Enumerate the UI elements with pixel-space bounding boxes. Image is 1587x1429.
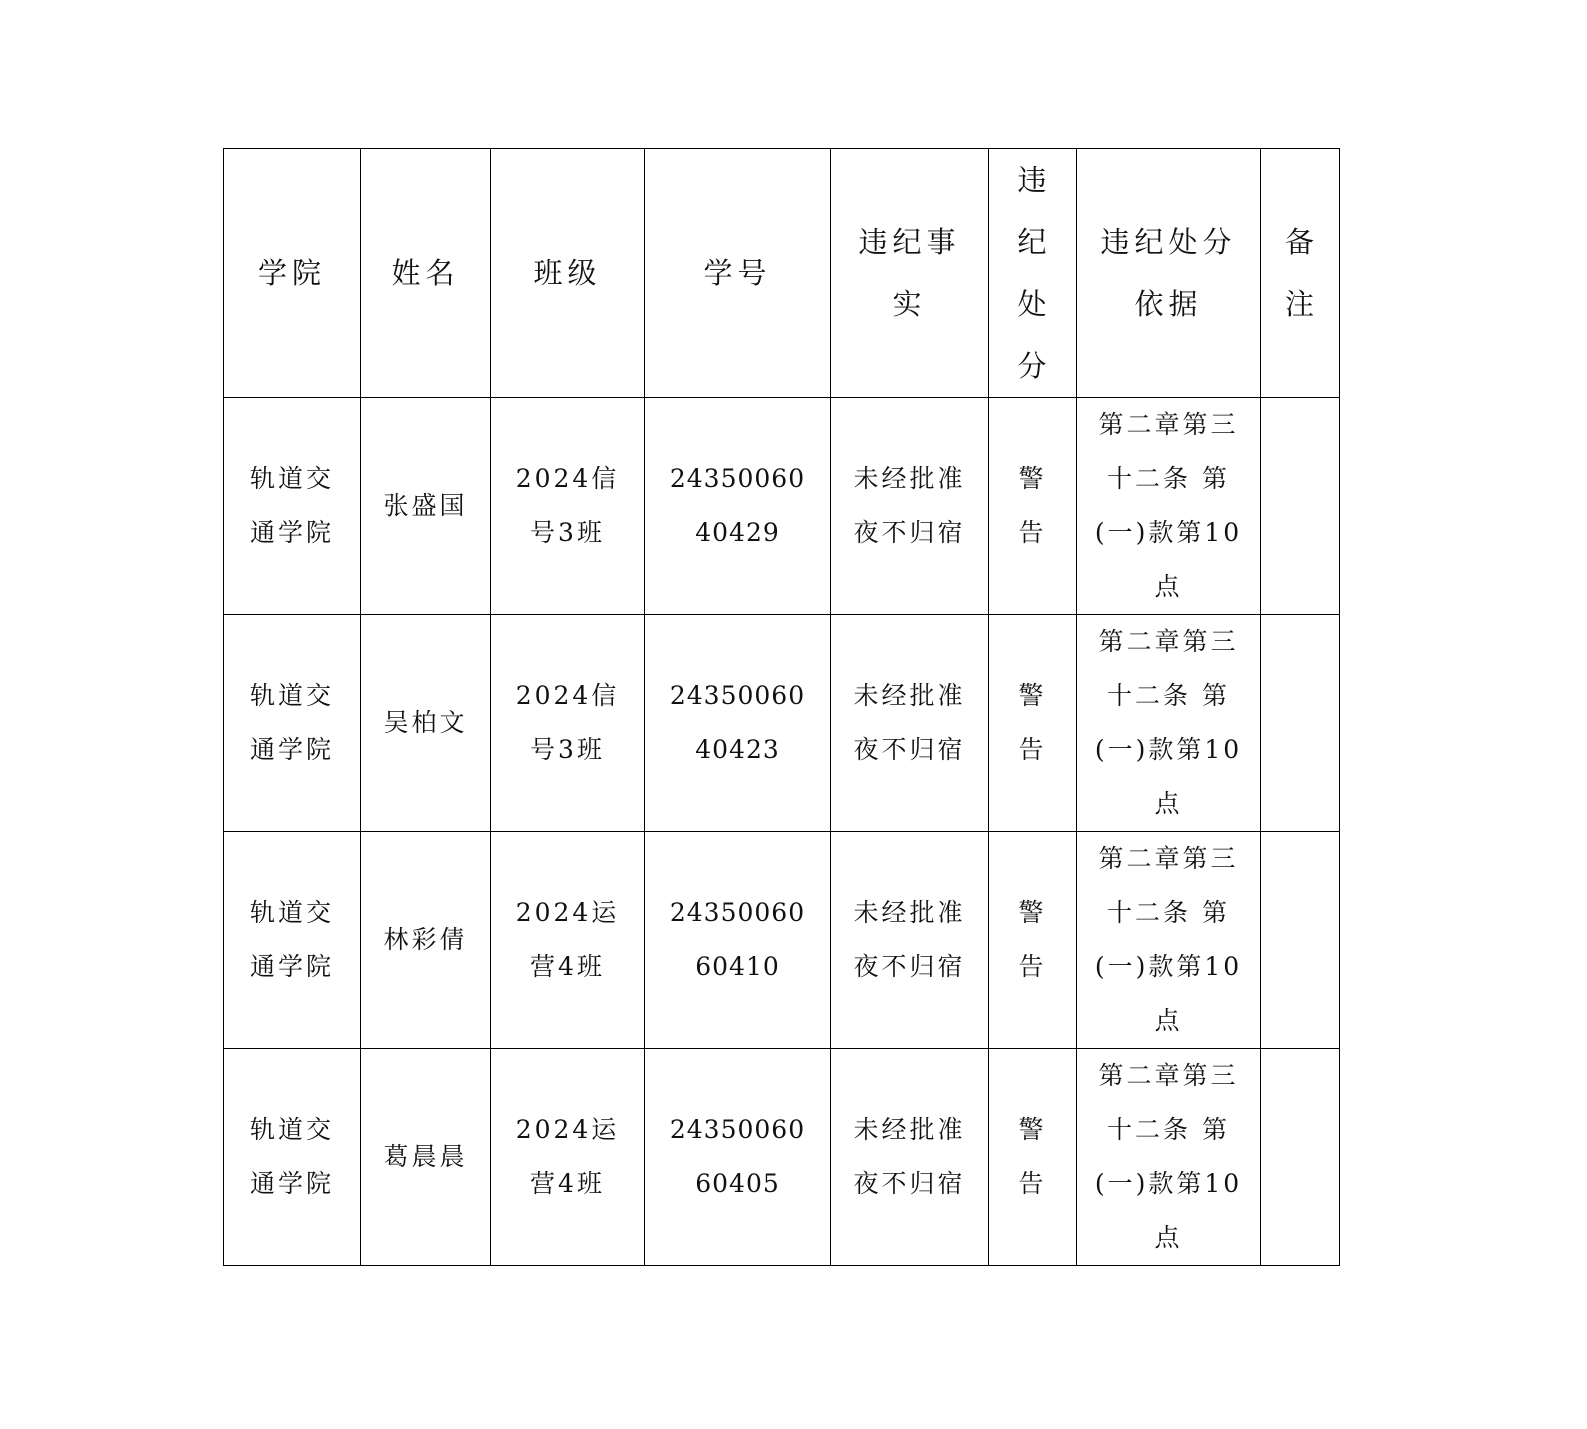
cell-class <box>491 398 645 615</box>
table-row <box>224 832 1340 1049</box>
name-value: 张盛国 <box>383 491 468 520</box>
header-penalty-label: 违纪处分 <box>1017 163 1052 383</box>
basis-value: 第二章第三十二条 第(一)款第10点 <box>1094 410 1243 601</box>
header-college <box>224 149 361 398</box>
college-value: 轨道交通学院 <box>249 681 334 764</box>
cell-basis <box>1077 832 1261 1049</box>
cell-basis <box>1077 398 1261 615</box>
cell-class <box>491 1049 645 1266</box>
penalty-value: 警告 <box>1018 681 1047 764</box>
cell-name <box>361 1049 491 1266</box>
header-note-label: 备注 <box>1285 225 1320 321</box>
header-note <box>1261 149 1340 398</box>
student-id-value: 2435006040423 <box>669 681 806 764</box>
cell-penalty <box>989 615 1077 832</box>
cell-name <box>361 615 491 832</box>
cell-college <box>224 615 361 832</box>
cell-note <box>1261 615 1340 832</box>
basis-value: 第二章第三十二条 第(一)款第10点 <box>1094 1061 1243 1252</box>
penalty-value: 警告 <box>1018 898 1047 981</box>
name-value: 葛晨晨 <box>383 1142 468 1171</box>
discipline-table-container <box>223 148 1340 1266</box>
cell-violation-fact <box>831 398 989 615</box>
cell-note <box>1261 832 1340 1049</box>
cell-student-id <box>645 398 831 615</box>
header-penalty <box>989 149 1077 398</box>
cell-violation-fact <box>831 832 989 1049</box>
header-basis <box>1077 149 1261 398</box>
student-id-value: 2435006060410 <box>669 898 806 981</box>
cell-college <box>224 398 361 615</box>
header-violation-fact-label: 违纪事实 <box>858 225 961 321</box>
cell-student-id <box>645 615 831 832</box>
header-student-id <box>645 149 831 398</box>
penalty-value: 警告 <box>1018 1115 1047 1198</box>
header-class <box>491 149 645 398</box>
cell-violation-fact <box>831 615 989 832</box>
college-value: 轨道交通学院 <box>249 898 334 981</box>
table-row <box>224 398 1340 615</box>
header-class-label: 班级 <box>533 256 602 290</box>
college-value: 轨道交通学院 <box>249 1115 334 1198</box>
cell-college <box>224 1049 361 1266</box>
cell-class <box>491 832 645 1049</box>
student-id-value: 2435006060405 <box>669 1115 806 1198</box>
violation-fact-value: 未经批准夜不归宿 <box>853 464 966 547</box>
cell-note <box>1261 1049 1340 1266</box>
header-student-id-label: 学号 <box>703 256 772 290</box>
cell-penalty <box>989 1049 1077 1266</box>
violation-fact-value: 未经批准夜不归宿 <box>853 898 966 981</box>
class-value: 2024信号3班 <box>515 464 620 547</box>
class-value: 2024信号3班 <box>515 681 620 764</box>
cell-name <box>361 832 491 1049</box>
cell-student-id <box>645 832 831 1049</box>
student-id-value: 2435006040429 <box>669 464 806 547</box>
table-row <box>224 1049 1340 1266</box>
basis-value: 第二章第三十二条 第(一)款第10点 <box>1094 844 1243 1035</box>
violation-fact-value: 未经批准夜不归宿 <box>853 681 966 764</box>
name-value: 林彩倩 <box>383 925 468 954</box>
cell-basis <box>1077 615 1261 832</box>
violation-fact-value: 未经批准夜不归宿 <box>853 1115 966 1198</box>
cell-violation-fact <box>831 1049 989 1266</box>
discipline-table <box>223 148 1340 1266</box>
cell-college <box>224 832 361 1049</box>
cell-class <box>491 615 645 832</box>
table-body <box>224 398 1340 1266</box>
header-basis-label: 违纪处分依据 <box>1100 225 1237 321</box>
header-college-label: 学院 <box>257 256 326 290</box>
cell-basis <box>1077 1049 1261 1266</box>
header-violation-fact <box>831 149 989 398</box>
college-value: 轨道交通学院 <box>249 464 334 547</box>
cell-penalty <box>989 832 1077 1049</box>
cell-name <box>361 398 491 615</box>
name-value: 吴柏文 <box>383 708 468 737</box>
header-name-label: 姓名 <box>391 256 460 290</box>
table-header <box>224 149 1340 398</box>
cell-penalty <box>989 398 1077 615</box>
class-value: 2024运营4班 <box>515 1115 620 1198</box>
header-row <box>224 149 1340 398</box>
class-value: 2024运营4班 <box>515 898 620 981</box>
penalty-value: 警告 <box>1018 464 1047 547</box>
cell-note <box>1261 398 1340 615</box>
cell-student-id <box>645 1049 831 1266</box>
basis-value: 第二章第三十二条 第(一)款第10点 <box>1094 627 1243 818</box>
table-row <box>224 615 1340 832</box>
header-name <box>361 149 491 398</box>
